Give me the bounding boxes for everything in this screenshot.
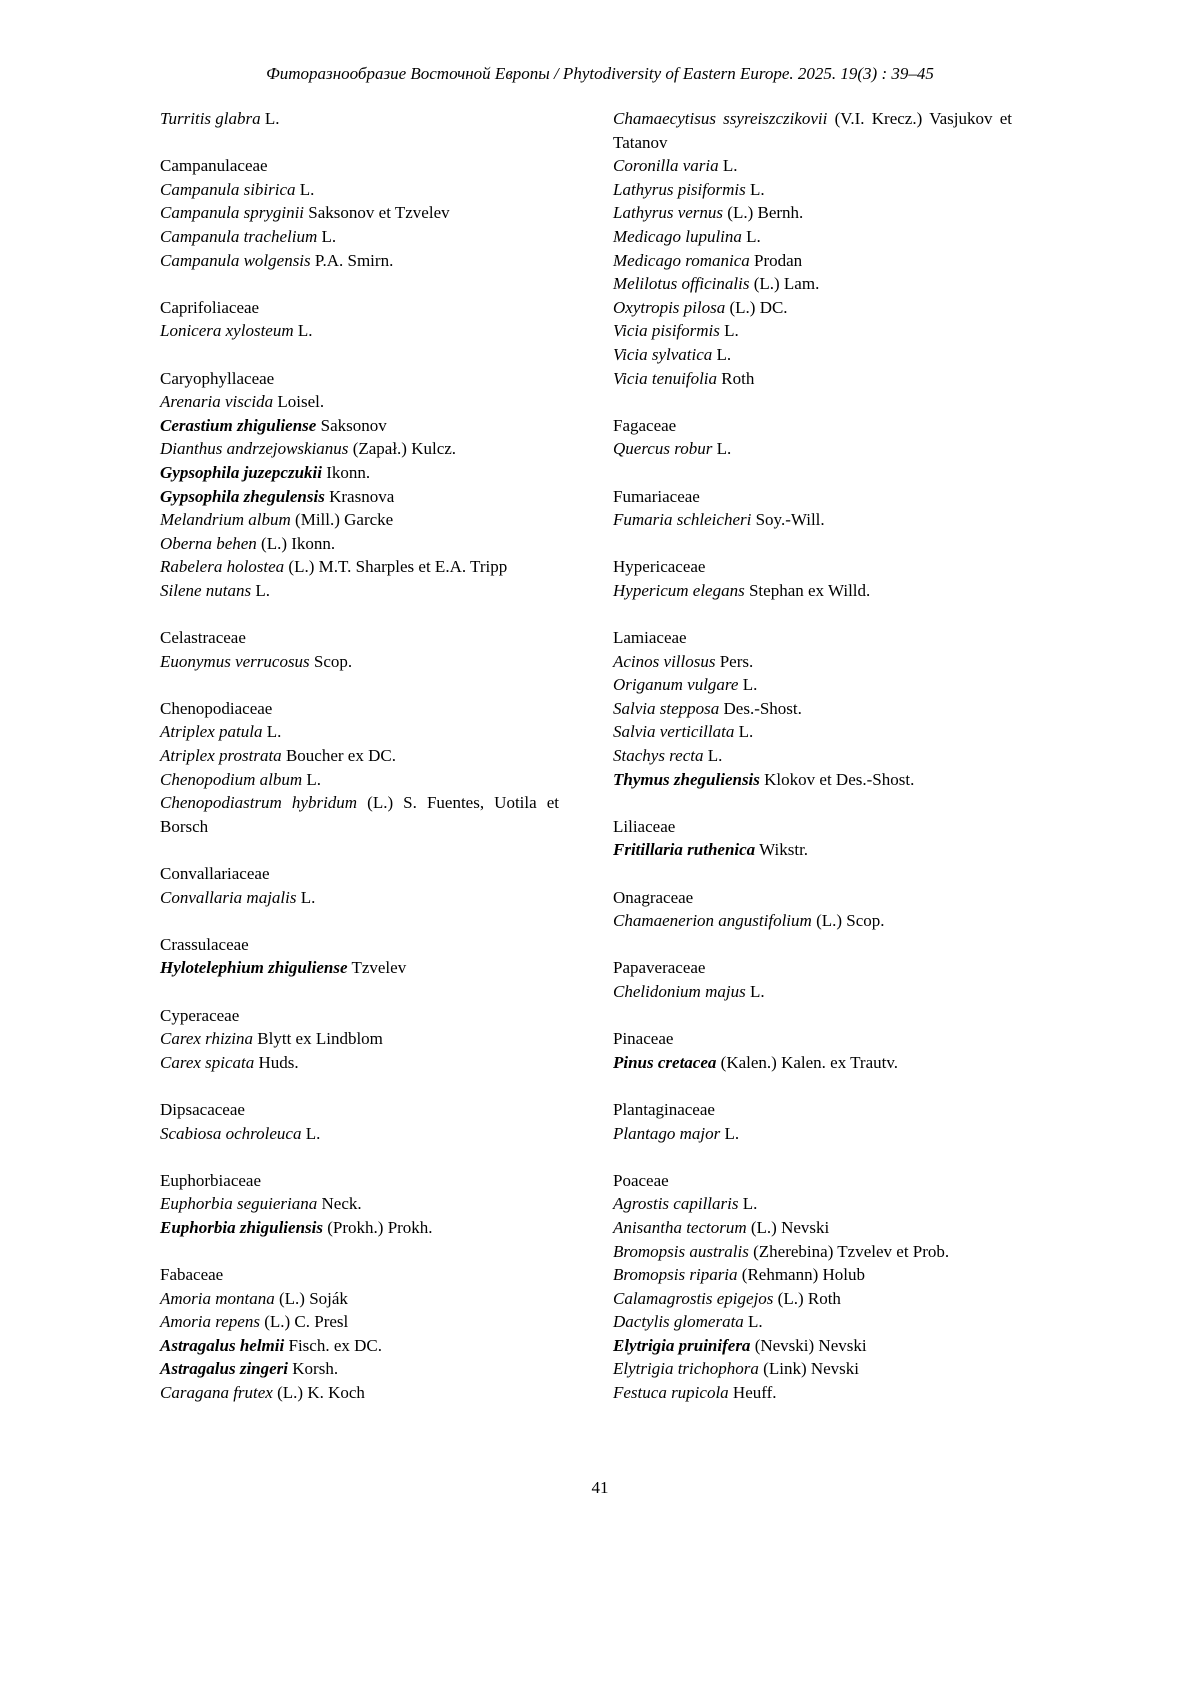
author-citation: Heuff.	[732, 1383, 777, 1403]
author-citation: Roth	[721, 368, 755, 388]
species-entry	[160, 319, 559, 343]
family-heading: Cyperaceae	[160, 1005, 240, 1025]
line-spacer	[613, 461, 1012, 485]
family-heading: Dipsacaceae	[160, 1099, 245, 1119]
species-name: Dianthus andrzejowskianus	[160, 439, 349, 459]
author-citation: Prodan	[754, 250, 803, 270]
author-citation: (Nevski) Nevski	[754, 1335, 867, 1355]
author-citation: Scop.	[313, 651, 353, 671]
family-heading: Fagaceae	[613, 415, 677, 435]
species-entry	[160, 414, 559, 438]
species-entry	[613, 673, 1012, 697]
line-spacer	[160, 272, 559, 296]
species-entry	[613, 909, 1012, 933]
species-entry	[613, 1192, 1012, 1216]
species-entry	[160, 555, 559, 579]
author-citation: (Rehmann) Holub	[741, 1265, 866, 1285]
author-citation: L.	[724, 321, 739, 341]
species-entry	[160, 886, 559, 910]
species-name: Hypericum elegans	[613, 580, 745, 600]
line-spacer	[613, 532, 1012, 556]
author-citation: Tzvelev	[351, 958, 407, 978]
author-citation: L.	[749, 981, 765, 1001]
species-name: Astragalus zingeri	[160, 1359, 289, 1379]
line-spacer	[160, 673, 559, 697]
author-citation: L.	[722, 156, 738, 176]
line-spacer	[160, 1145, 559, 1169]
author-citation: Klokov et Des.-Shost.	[764, 769, 915, 789]
family-heading: Onagraceae	[613, 887, 694, 907]
species-name: Amoria montana	[160, 1288, 275, 1308]
species-name: Dactylis glomerata	[613, 1312, 744, 1332]
species-name: Vicia pisiformis	[613, 321, 720, 341]
species-name: Agrostis capillaris	[613, 1194, 739, 1214]
family-heading: Pinaceae	[613, 1029, 674, 1049]
author-citation: Des.-Shost.	[723, 698, 802, 718]
species-name: Medicago lupulina	[613, 226, 742, 246]
species-name: Melandrium album	[160, 510, 291, 530]
author-citation: (L.) Lam.	[753, 274, 820, 294]
family-heading: Lamiaceae	[613, 628, 687, 648]
author-citation: (L.) Roth	[777, 1288, 841, 1308]
author-citation: L.	[264, 109, 280, 128]
line-spacer	[613, 1145, 1012, 1169]
author-citation: Stephan ex Willd.	[748, 580, 871, 600]
species-name: Chenopodiastrum hybridum	[160, 793, 358, 813]
author-citation: (Kalen.) Kalen. ex Trautv.	[720, 1052, 899, 1072]
author-citation: (V.I. Krecz.) Vasjukov et Tatanov	[613, 109, 1012, 152]
species-entry	[160, 1122, 559, 1146]
species-name: Anisantha tectorum	[613, 1217, 747, 1237]
species-entry	[613, 154, 1012, 178]
species-entry	[613, 249, 1012, 273]
species-name: Vicia sylvatica	[613, 344, 713, 364]
species-entry	[613, 107, 1012, 154]
species-entry	[160, 720, 559, 744]
species-entry	[613, 744, 1012, 768]
species-name: Cerastium zhiguliense	[160, 415, 317, 435]
author-citation: Neck.	[321, 1194, 362, 1214]
species-name: Atriplex prostrata	[160, 746, 282, 766]
species-entry	[613, 1263, 1012, 1287]
species-name: Atriplex patula	[160, 722, 263, 742]
species-entry	[613, 343, 1012, 367]
family-heading: Crassulaceae	[160, 934, 249, 954]
species-name: Euonymus verrucosus	[160, 651, 310, 671]
line-spacer	[160, 602, 559, 626]
species-name: Fritillaria ruthenica	[613, 840, 756, 860]
author-citation: L.	[716, 439, 732, 459]
line-spacer	[160, 980, 559, 1004]
author-citation: (Link) Nevski	[763, 1359, 860, 1379]
species-entry	[160, 532, 559, 556]
line-spacer	[613, 862, 1012, 886]
species-entry	[160, 1051, 559, 1075]
species-entry	[613, 272, 1012, 296]
species-name: Lathyrus vernus	[613, 203, 724, 223]
species-name: Carex rhizina	[160, 1029, 254, 1049]
line-spacer	[160, 838, 559, 862]
author-citation: L.	[306, 769, 322, 789]
species-name: Elytrigia trichophora	[613, 1359, 759, 1379]
species-name: Caragana frutex	[160, 1383, 273, 1403]
species-name: Pinus cretacea	[613, 1052, 717, 1072]
species-name: Hylotelephium zhiguliense	[160, 958, 348, 978]
species-name: Stachys recta	[613, 746, 704, 766]
species-entry	[160, 225, 559, 249]
species-entry	[613, 1310, 1012, 1334]
species-entry	[160, 1310, 559, 1334]
family-heading: Campanulaceae	[160, 156, 268, 176]
species-name: Gypsophila juzepczukii	[160, 462, 322, 482]
line-spacer	[160, 343, 559, 367]
author-citation: Loisel.	[277, 392, 325, 412]
author-citation: (L.) Nevski	[750, 1217, 830, 1237]
author-citation: L.	[266, 722, 282, 742]
author-citation: (L.) Ikonn.	[261, 533, 336, 553]
author-citation: L.	[321, 226, 337, 246]
running-head: Фиторазнообразие Восточной Европы / Phytodiversity of Eastern Europe. 2025. 19(3) : 39–45	[266, 64, 934, 83]
species-name: Thymus zheguliensis	[613, 769, 760, 789]
author-citation: Saksonov	[320, 415, 387, 435]
author-citation: P.A. Smirn.	[314, 250, 394, 270]
author-citation: (L.) DC.	[729, 297, 788, 317]
author-citation: (Mill.) Garcke	[295, 510, 394, 530]
species-name: Silene nutans	[160, 580, 252, 600]
line-spacer	[613, 1074, 1012, 1098]
species-name: Campanula sibirica	[160, 179, 296, 199]
species-entry	[160, 485, 559, 509]
author-citation: Huds.	[258, 1052, 299, 1072]
family-heading: Hypericaceae	[613, 557, 706, 577]
species-entry	[613, 980, 1012, 1004]
author-citation: L.	[748, 1312, 763, 1332]
species-entry	[613, 838, 1012, 862]
species-entry	[613, 296, 1012, 320]
species-entry	[613, 1357, 1012, 1381]
species-name: Chamaenerion angustifolium	[613, 911, 812, 931]
species-name: Convallaria majalis	[160, 887, 297, 907]
author-citation: (L.) S. Fuentes, Uotila et Borsch	[160, 793, 560, 836]
species-entry	[613, 1240, 1012, 1264]
author-citation: L.	[305, 1123, 321, 1143]
species-name: Chelidonium majus	[613, 981, 746, 1001]
species-name: Acinos villosus	[613, 651, 716, 671]
author-citation: Soy.-Will.	[755, 510, 825, 530]
author-citation: L.	[297, 321, 313, 341]
species-entry	[160, 390, 559, 414]
species-entry	[613, 579, 1012, 603]
species-name: Salvia stepposa	[613, 698, 720, 718]
author-citation: Krasnova	[329, 486, 395, 506]
species-name: Rabelera holostea	[160, 557, 285, 577]
line-spacer	[613, 390, 1012, 414]
species-entry	[160, 1287, 559, 1311]
species-name: Arenaria viscida	[160, 392, 274, 412]
line-spacer	[613, 1004, 1012, 1028]
species-entry	[160, 201, 559, 225]
species-name: Quercus robur	[613, 439, 713, 459]
species-name: Salvia verticillata	[613, 722, 735, 742]
species-entry	[613, 768, 1012, 792]
species-entry	[160, 791, 559, 838]
author-citation: (L.) Scop.	[816, 911, 885, 931]
family-heading: Convallariaceae	[160, 864, 270, 883]
species-entry	[613, 697, 1012, 721]
page-number: 41	[591, 1478, 609, 1497]
species-entry	[160, 437, 559, 461]
author-citation: Korsh.	[292, 1359, 339, 1379]
species-name: Campanula spryginii	[160, 203, 305, 223]
species-entry	[160, 178, 559, 202]
author-citation: Fisch. ex DC.	[288, 1335, 382, 1355]
family-heading: Celastraceae	[160, 628, 246, 648]
author-citation: (L.) K. Koch	[277, 1383, 365, 1403]
species-entry	[160, 956, 559, 980]
species-name: Astragalus helmii	[160, 1335, 285, 1355]
species-entry	[160, 1216, 559, 1240]
family-heading: Caryophyllaceae	[160, 368, 275, 388]
author-citation: Saksonov et Tzvelev	[308, 203, 450, 223]
species-list	[0, 84, 1200, 1405]
line-spacer	[160, 1074, 559, 1098]
species-entry	[613, 437, 1012, 461]
author-citation: L.	[742, 675, 758, 695]
species-entry	[613, 720, 1012, 744]
species-name: Calamagrostis epigejos	[613, 1288, 774, 1308]
species-name: Campanula wolgensis	[160, 250, 311, 270]
species-entry	[613, 1051, 1012, 1075]
species-entry	[613, 201, 1012, 225]
author-citation: L.	[724, 1123, 740, 1143]
left-column	[160, 107, 559, 1405]
species-entry	[160, 650, 559, 674]
author-citation: (L.) Bernh.	[727, 203, 804, 223]
species-name: Euphorbia seguieriana	[160, 1194, 318, 1214]
line-spacer	[613, 791, 1012, 815]
species-name: Melilotus officinalis	[613, 274, 750, 294]
line-spacer	[160, 1240, 559, 1264]
author-citation: L.	[746, 226, 761, 246]
species-entry	[613, 508, 1012, 532]
species-name: Chamaecytisus ssyreiszczikovii	[613, 109, 828, 128]
species-name: Bromopsis australis	[613, 1241, 749, 1261]
species-entry	[613, 319, 1012, 343]
family-heading: Plantaginaceae	[613, 1099, 715, 1119]
species-name: Vicia tenuifolia	[613, 368, 718, 388]
species-entry	[613, 1381, 1012, 1405]
species-name: Origanum vulgare	[613, 675, 739, 695]
author-citation: L.	[255, 580, 271, 600]
species-entry	[613, 225, 1012, 249]
family-heading: Fumariaceae	[613, 486, 700, 506]
family-heading: Papaveraceae	[613, 958, 706, 978]
species-name: Gypsophila zhegulensis	[160, 486, 325, 506]
species-name: Turritis glabra	[160, 109, 261, 128]
author-citation: L.	[738, 722, 754, 742]
author-citation: L.	[707, 746, 723, 766]
family-heading: Fabaceae	[160, 1265, 224, 1285]
species-entry	[160, 107, 559, 131]
author-citation: (L.) Soják	[279, 1288, 348, 1308]
author-citation: (Zherebina) Tzvelev et Prob.	[753, 1241, 950, 1261]
species-entry	[160, 1381, 559, 1405]
species-name: Lathyrus pisiformis	[613, 179, 746, 199]
species-name: Festuca rupicola	[613, 1383, 729, 1403]
author-citation: L.	[742, 1194, 758, 1214]
author-citation: (Prokh.) Prokh.	[327, 1217, 433, 1237]
species-entry	[613, 1287, 1012, 1311]
species-name: Amoria repens	[160, 1312, 260, 1332]
species-name: Carex spicata	[160, 1052, 255, 1072]
species-name: Fumaria schleicheri	[613, 510, 752, 530]
species-entry	[160, 508, 559, 532]
species-entry	[160, 249, 559, 273]
species-name: Campanula trachelium	[160, 226, 318, 246]
author-citation: Pers.	[719, 651, 754, 671]
species-entry	[160, 1357, 559, 1381]
species-entry	[160, 744, 559, 768]
right-column	[613, 107, 1012, 1405]
species-name: Medicago romanica	[613, 250, 750, 270]
line-spacer	[613, 933, 1012, 957]
species-name: Elytrigia pruinifera	[613, 1335, 751, 1355]
species-name: Scabiosa ochroleuca	[160, 1123, 302, 1143]
species-entry	[613, 1216, 1012, 1240]
author-citation: L.	[300, 887, 316, 907]
species-entry	[613, 1334, 1012, 1358]
line-spacer	[160, 131, 559, 155]
species-name: Euphorbia zhiguliensis	[160, 1217, 323, 1237]
species-entry	[613, 367, 1012, 391]
species-name: Oxytropis pilosa	[613, 297, 726, 317]
species-name: Plantago major	[613, 1123, 721, 1143]
species-entry	[613, 178, 1012, 202]
species-name: Coronilla varia	[613, 156, 719, 176]
line-spacer	[160, 909, 559, 933]
author-citation: L.	[716, 344, 732, 364]
author-citation: (Zapał.) Kulcz.	[352, 439, 457, 459]
family-heading: Poaceae	[613, 1170, 669, 1190]
species-name: Oberna behen	[160, 533, 257, 553]
family-heading: Caprifoliaceae	[160, 297, 260, 317]
family-heading: Chenopodiaceae	[160, 698, 273, 718]
species-name: Lonicera xylosteum	[160, 321, 294, 341]
family-heading: Liliaceae	[613, 816, 676, 836]
author-citation: Blytt ex Lindblom	[257, 1029, 383, 1049]
author-citation: (L.) C. Presl	[264, 1312, 349, 1332]
species-entry	[613, 650, 1012, 674]
species-entry	[160, 461, 559, 485]
author-citation: Wikstr.	[759, 840, 809, 860]
author-citation: L.	[299, 179, 315, 199]
species-entry	[613, 1122, 1012, 1146]
species-entry	[160, 768, 559, 792]
species-name: Bromopsis riparia	[613, 1265, 738, 1285]
author-citation: L.	[749, 179, 765, 199]
author-citation: (L.) M.T. Sharples et E.A. Tripp	[288, 557, 508, 577]
species-name: Chenopodium album	[160, 769, 303, 789]
author-citation: Ikonn.	[326, 462, 371, 482]
line-spacer	[613, 602, 1012, 626]
family-heading: Euphorbiaceae	[160, 1170, 261, 1190]
species-entry	[160, 579, 559, 603]
author-citation: Boucher ex DC.	[285, 746, 396, 766]
species-entry	[160, 1192, 559, 1216]
species-entry	[160, 1334, 559, 1358]
species-entry	[160, 1027, 559, 1051]
